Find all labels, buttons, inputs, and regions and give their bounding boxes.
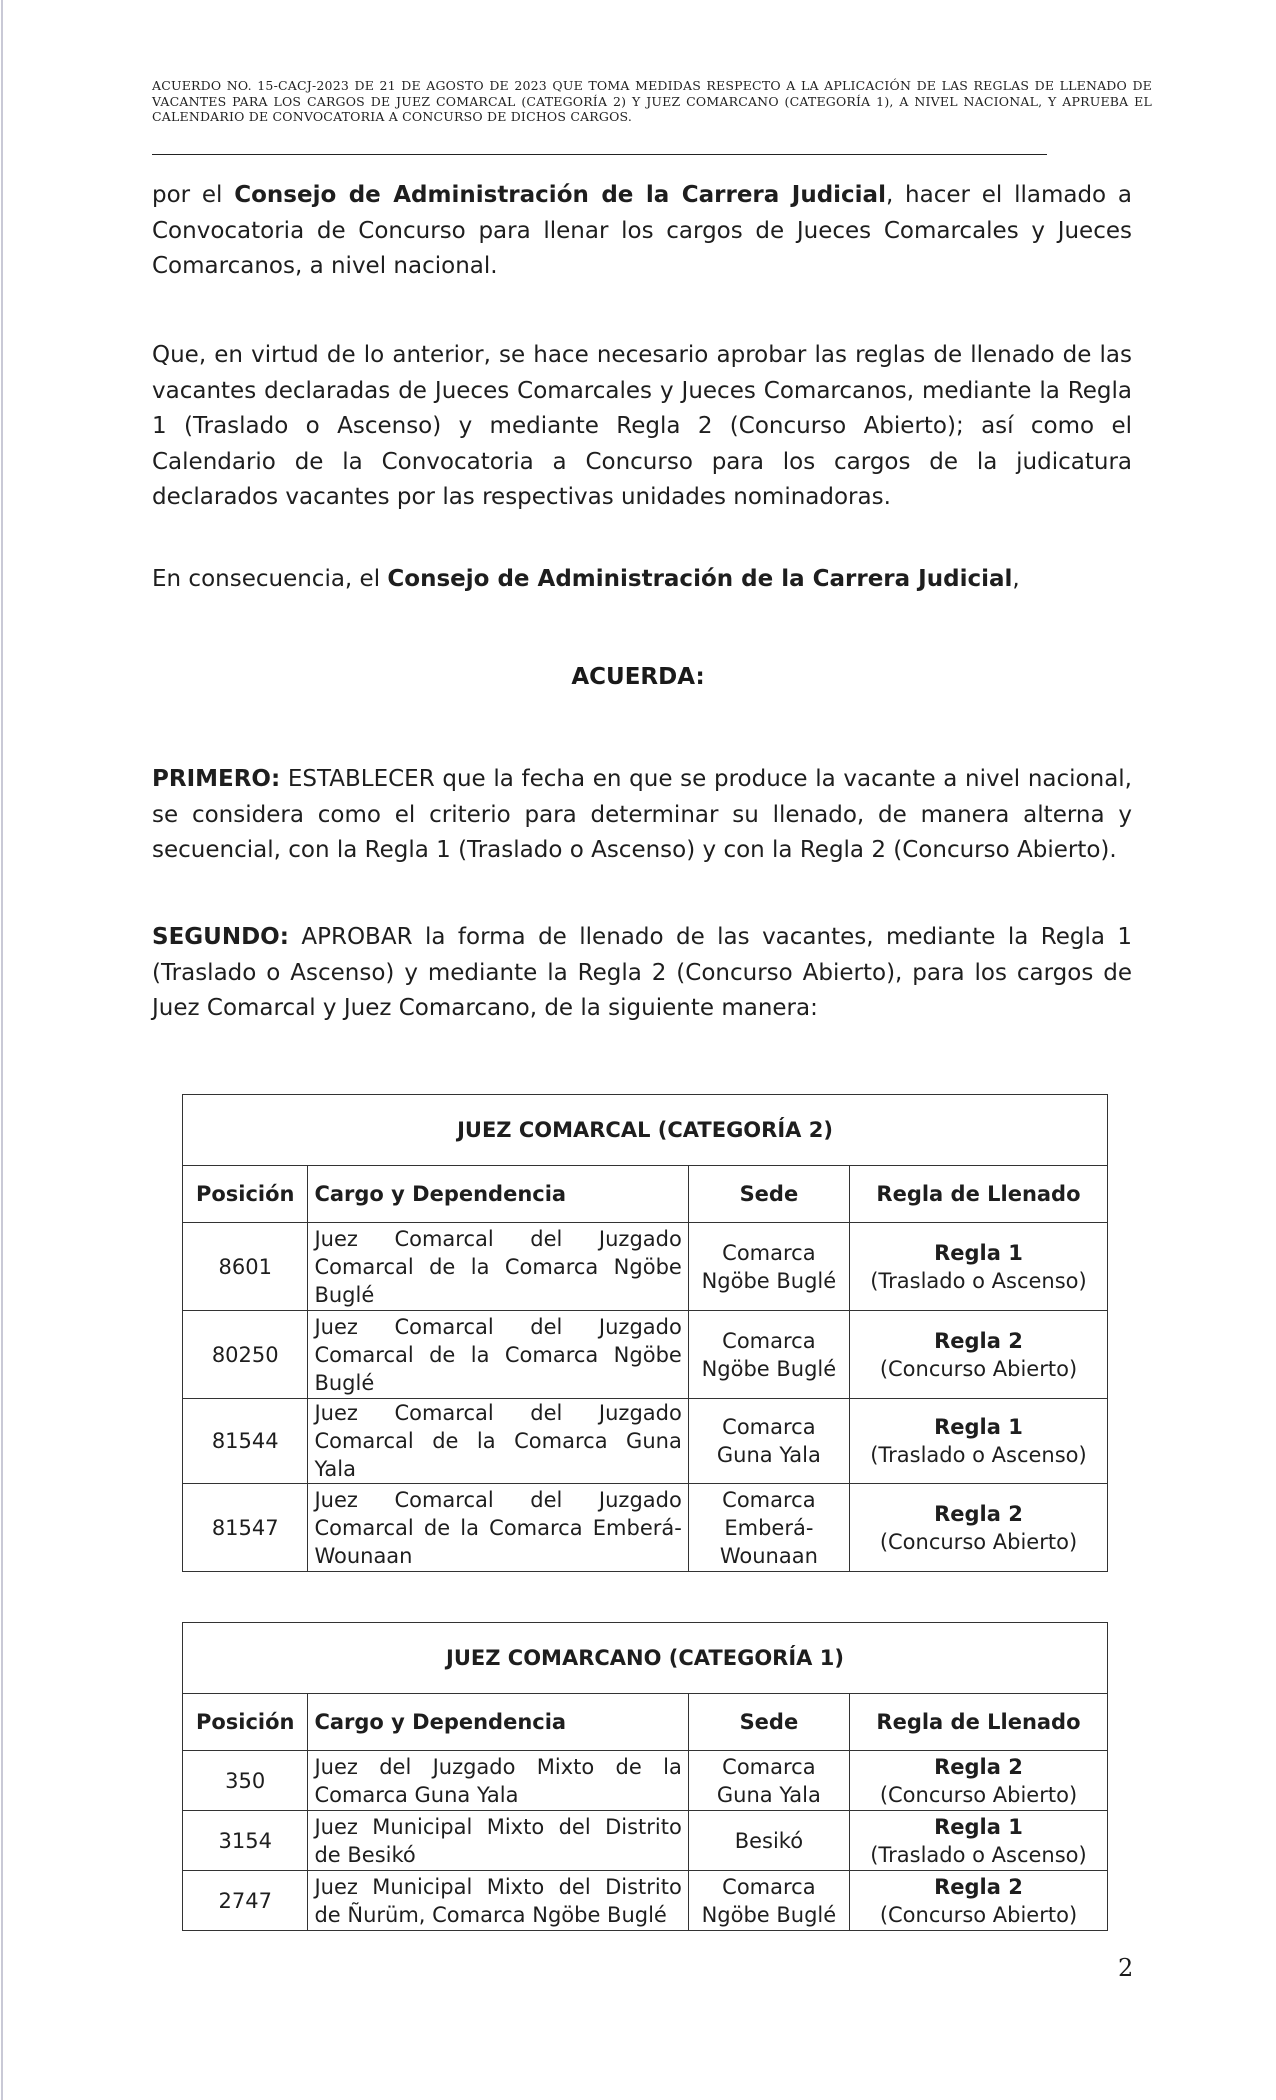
cell-posicion: 8601: [183, 1223, 308, 1311]
regla-type: (Traslado o Ascenso): [870, 1268, 1087, 1293]
cell-cargo: Juez Comarcal del Juzgado Comarcal de la Comarca Ngöbe Buglé: [308, 1311, 688, 1399]
table-row: [183, 1311, 1108, 1399]
regla-type: (Concurso Abierto): [879, 1529, 1078, 1554]
cell-cargo: Juez Municipal Mixto del Distrito de Besikó: [308, 1811, 688, 1871]
header-regla: Regla de Llenado: [849, 1166, 1107, 1223]
table-row: [183, 1223, 1108, 1311]
table-title: JUEZ COMARCANO (CATEGORÍA 1): [183, 1623, 1108, 1694]
cell-regla: [849, 1399, 1107, 1484]
table-title-row: [183, 1623, 1108, 1694]
paragraph-segundo: [152, 920, 1132, 1027]
header-regla: Regla de Llenado: [849, 1694, 1107, 1751]
cell-cargo: Juez del Juzgado Mixto de la Comarca Guna Yala: [308, 1751, 688, 1811]
cell-sede: Besikó: [688, 1811, 849, 1871]
cell-sede: Comarca Ngöbe Buglé: [688, 1223, 849, 1311]
regla-type: (Concurso Abierto): [879, 1902, 1078, 1927]
cell-sede: Comarca Guna Yala: [688, 1751, 849, 1811]
table-row: [183, 1811, 1108, 1871]
cell-sede: Comarca Ngöbe Buglé: [688, 1871, 849, 1931]
cell-posicion: 2747: [183, 1871, 308, 1931]
cell-regla: [849, 1871, 1107, 1931]
paragraph-consecuencia: [152, 562, 1132, 598]
header-posicion: Posición: [183, 1166, 308, 1223]
table-row: [183, 1751, 1108, 1811]
paragraph-intro: [152, 178, 1132, 285]
table-row: [183, 1871, 1108, 1931]
cell-sede: Comarca Guna Yala: [688, 1399, 849, 1484]
cell-regla: [849, 1223, 1107, 1311]
table-title: JUEZ COMARCAL (CATEGORÍA 2): [183, 1095, 1108, 1166]
cell-posicion: 81547: [183, 1484, 308, 1572]
cell-sede: Comarca Emberá-Wounaan: [688, 1484, 849, 1572]
header-posicion: Posición: [183, 1694, 308, 1751]
table-header-row: [183, 1694, 1108, 1751]
primero-text: ESTABLECER que la fecha en que se produce la vacante a nivel nacional, se considera como el criterio para determinar su llenado, de manera alterna y secuencial, con la Regla 1 (Traslado o Ascenso) y con la Regla 2 (Concurso Abierto).: [152, 766, 1132, 863]
table-title-row: [183, 1095, 1108, 1166]
segundo-text: APROBAR la forma de llenado de las vacantes, mediante la Regla 1 (Traslado o Ascenso) y mediante la Regla 2 (Concurso Abierto), para los cargos de Juez Comarcal y Juez Comarcano, de la siguiente manera:: [152, 924, 1132, 1021]
header-sede: Sede: [688, 1694, 849, 1751]
intro-text-post: , hacer el llamado a Convocatoria de Concurso para llenar los cargos de Jueces Comarcales y Jueces Comarcanos, a nivel nacional.: [152, 182, 1132, 279]
cell-cargo: Juez Comarcal del Juzgado Comarcal de la Comarca Guna Yala: [308, 1399, 688, 1484]
regla-name: Regla 1: [934, 1240, 1023, 1265]
cell-cargo: Juez Comarcal del Juzgado Comarcal de la Comarca Emberá-Wounaan: [308, 1484, 688, 1572]
table-row: [183, 1399, 1108, 1484]
regla-name: Regla 1: [934, 1415, 1023, 1439]
cell-sede: Comarca Ngöbe Buglé: [688, 1311, 849, 1399]
regla-name: Regla 1: [934, 1814, 1023, 1839]
page-left-border: [1, 0, 3, 2100]
intro-council-name: Consejo de Administración de la Carrera Judicial: [234, 182, 886, 208]
table-juez-comarcal: [182, 1094, 1108, 1572]
regla-name: Regla 2: [934, 1874, 1023, 1899]
consecuencia-council-name: Consejo de Administración de la Carrera Judicial: [387, 566, 1013, 592]
regla-name: Regla 2: [934, 1501, 1023, 1526]
cell-posicion: 80250: [183, 1311, 308, 1399]
cell-regla: [849, 1751, 1107, 1811]
primero-label: PRIMERO:: [152, 766, 281, 792]
segundo-label: SEGUNDO:: [152, 924, 289, 950]
page-number: 2: [1118, 1954, 1134, 1982]
cell-regla: [849, 1311, 1107, 1399]
table-juez-comarcano: [182, 1622, 1108, 1931]
regla-type: (Concurso Abierto): [879, 1782, 1078, 1807]
regla-type: (Traslado o Ascenso): [870, 1842, 1087, 1867]
cell-cargo: Juez Municipal Mixto del Distrito de Ñurüm, Comarca Ngöbe Buglé: [308, 1871, 688, 1931]
cell-cargo: Juez Comarcal del Juzgado Comarcal de la Comarca Ngöbe Buglé: [308, 1223, 688, 1311]
header-cargo: Cargo y Dependencia: [308, 1166, 688, 1223]
cell-regla: [849, 1484, 1107, 1572]
table-header-row: [183, 1166, 1108, 1223]
header-sede: Sede: [688, 1166, 849, 1223]
acuerda-heading: ACUERDA:: [571, 664, 705, 690]
regla-name: Regla 2: [934, 1328, 1023, 1353]
cell-posicion: 3154: [183, 1811, 308, 1871]
regla-type: (Traslado o Ascenso): [870, 1443, 1087, 1467]
regla-type: (Concurso Abierto): [879, 1356, 1078, 1381]
header-cargo: Cargo y Dependencia: [308, 1694, 688, 1751]
regla-name: Regla 2: [934, 1754, 1023, 1779]
paragraph-primero: [152, 762, 1132, 869]
cell-posicion: 350: [183, 1751, 308, 1811]
paragraph-que: Que, en virtud de lo anterior, se hace necesario aprobar las reglas de llenado de las vacantes declaradas de Jueces Comarcales y Jueces Comarcanos, mediante la Regla 1 (Traslado o Ascenso) y mediante Regla 2 (Concurso Abierto); así como el Calendario de la Convocatoria a Concurso para los cargos de la judicatura declarados vacantes por las respectivas unidades nominadoras.: [152, 342, 1132, 510]
cell-posicion: 81544: [183, 1399, 308, 1484]
table-row: [183, 1484, 1108, 1572]
document-header: ACUERDO NO. 15-CACJ-2023 DE 21 DE AGOSTO DE 2023 QUE TOMA MEDIDAS RESPECTO A LA APLICACIÓN DE LAS REGLAS DE LLENADO DE VACANTES PARA LOS CARGOS DE JUEZ COMARCAL (CATEGORÍA 2) Y JUEZ COMARCANO (CATEGORÍA 1), A NIVEL NACIONAL, Y APRUEBA EL CALENDARIO DE CONVOCATORIA A CONCURSO DE DICHOS CARGOS.: [152, 78, 1152, 124]
consecuencia-text-pre: En consecuencia, el: [152, 566, 388, 592]
cell-regla: [849, 1811, 1107, 1871]
consecuencia-text-post: ,: [1012, 566, 1020, 592]
header-divider: [152, 154, 1047, 155]
intro-text-pre: por el: [152, 182, 235, 208]
